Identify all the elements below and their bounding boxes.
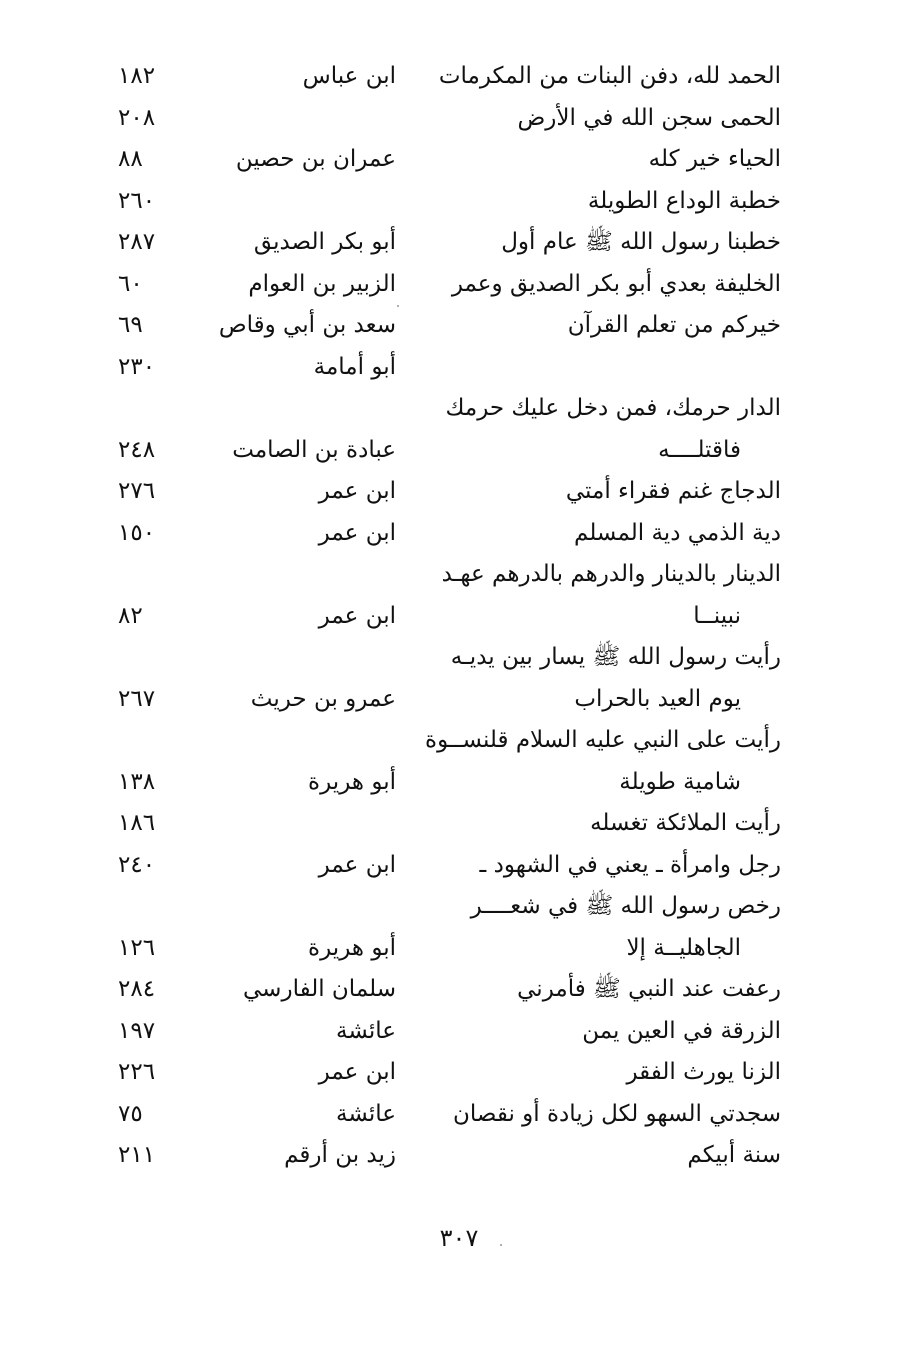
hadith-text: الحمد لله، دفن البنات من المكرمات [438, 63, 781, 89]
narrator: سعد بن أبي وقاص [218, 312, 396, 338]
index-row [0, 886, 918, 928]
index-row [0, 347, 918, 389]
narrator: عبادة بن الصامت [232, 436, 396, 463]
narrator: زيد بن أرقم [284, 1142, 396, 1168]
hadith-text: شامية طويلة [619, 768, 741, 795]
page-ref: ٦٩ [118, 312, 143, 338]
index-row [0, 928, 918, 970]
narrator: ابن عمر [318, 602, 396, 629]
index-row [0, 1135, 918, 1177]
index-row [0, 1011, 918, 1053]
page-number: ٣٠٧ [439, 1224, 479, 1252]
page-ref: ٨٢ [118, 602, 143, 629]
index-row [0, 969, 918, 1011]
page-ref: ١٨٢ [118, 63, 156, 89]
hadith-index-table [0, 56, 918, 1177]
index-row [0, 762, 918, 804]
hadith-text: رجل وامرأة ـ يعني في الشهود ـ [479, 851, 781, 878]
hadith-text: رخص رسول الله ﷺ في شعــــر [470, 893, 781, 919]
index-row [0, 803, 918, 845]
page-ref: ٢٣٠ [118, 353, 156, 380]
hadith-text: الزرقة في العين يمن [582, 1017, 781, 1044]
narrator: سلمان الفارسي [243, 976, 396, 1002]
narrator: عمران بن حصين [235, 146, 396, 172]
narrator: الزبير بن العوام [248, 270, 396, 297]
narrator: عائشة [336, 1017, 396, 1044]
index-row [0, 554, 918, 596]
hadith-text: خطبة الوداع الطويلة [587, 187, 781, 214]
narrator: ابن عمر [318, 851, 396, 878]
index-row [0, 139, 918, 181]
index-row [0, 56, 918, 98]
index-row [0, 430, 918, 472]
index-row [0, 637, 918, 679]
page-ref: ١٨٦ [118, 810, 156, 836]
hadith-text: رأيت رسول الله ﷺ يسار بين يديـه [450, 644, 781, 670]
page-ref: ٢٤٨ [118, 436, 156, 463]
page-ref: ٢٨٧ [118, 229, 156, 255]
page-ref: ٢٧٦ [118, 478, 156, 504]
hadith-text: سجدتي السهو لكل زيادة أو نقصان [452, 1100, 781, 1127]
index-row [0, 845, 918, 887]
index-row [0, 98, 918, 140]
hadith-text: رأيت على النبي عليه السلام قلنســوة [425, 727, 781, 753]
ink-speck [500, 1244, 502, 1246]
narrator: أبو هريرة [308, 768, 396, 795]
hadith-text: سنة أبيكم [687, 1142, 781, 1168]
narrator: ابن عباس [302, 63, 396, 89]
narrator: ابن عمر [318, 1059, 396, 1085]
page-ref: ٢٦٧ [118, 685, 156, 712]
hadith-text: الحمى سجن الله في الأرض [517, 104, 781, 131]
page-ref: ١٢٦ [118, 934, 156, 961]
page-ref: ٢٤٠ [118, 851, 156, 878]
hadith-text: الخليفة بعدي أبو بكر الصديق وعمر [451, 270, 781, 297]
index-row [0, 1052, 918, 1094]
hadith-text: الدجاج غنم فقراء أمتي [565, 478, 781, 504]
narrator: أبو هريرة [308, 934, 396, 961]
page-ref: ٢٢٦ [118, 1059, 156, 1085]
page-ref: ١٣٨ [118, 768, 156, 795]
index-row [0, 181, 918, 223]
hadith-text: دية الذمي دية المسلم [574, 519, 781, 546]
page-ref: ٢٠٨ [118, 104, 156, 131]
index-row [0, 513, 918, 555]
narrator: أبو أمامة [313, 353, 396, 380]
hadith-text: الجاهليــة إلا [626, 934, 741, 961]
index-row [0, 679, 918, 721]
narrator: عائشة [336, 1100, 396, 1127]
hadith-text: الدينار بالدينار والدرهم بالدرهم عهـد [441, 561, 781, 587]
page-ref: ٢١١ [118, 1142, 156, 1168]
index-row [0, 264, 918, 306]
page-ref: ١٥٠ [118, 519, 156, 546]
index-row [0, 1094, 918, 1136]
index-row [0, 222, 918, 264]
page-ref: ٦٠ [118, 270, 143, 297]
index-row [0, 388, 918, 430]
hadith-text: خيركم من تعلم القرآن [567, 312, 781, 338]
hadith-text: الدار حرمك، فمن دخل عليك حرمك [445, 395, 781, 421]
hadith-text: فاقتلــــه [658, 436, 741, 463]
index-row [0, 305, 918, 347]
page-ref: ٢٦٠ [118, 187, 156, 214]
hadith-text: الحياء خير كله [648, 146, 781, 172]
hadith-text: رأيت الملائكة تغسله [590, 810, 781, 836]
narrator: أبو بكر الصديق [253, 229, 396, 255]
narrator: عمرو بن حريث [250, 685, 396, 712]
hadith-text: يوم العيد بالحراب [574, 685, 741, 712]
index-row [0, 471, 918, 513]
hadith-text: خطبنا رسول الله ﷺ عام أول [501, 229, 781, 255]
narrator: ابن عمر [318, 478, 396, 504]
page-ref: ٧٥ [118, 1100, 143, 1127]
page-ref: ٨٨ [118, 146, 143, 172]
hadith-text: الزنا يورث الفقر [626, 1059, 781, 1085]
index-row [0, 720, 918, 762]
ink-speck [397, 305, 399, 307]
narrator: ابن عمر [318, 519, 396, 546]
hadith-text: رعفت عند النبي ﷺ فأمرني [517, 976, 781, 1002]
page-ref: ٢٨٤ [118, 976, 156, 1002]
page-ref: ١٩٧ [118, 1017, 156, 1044]
index-row [0, 596, 918, 638]
hadith-text: نبينــا [693, 602, 741, 629]
